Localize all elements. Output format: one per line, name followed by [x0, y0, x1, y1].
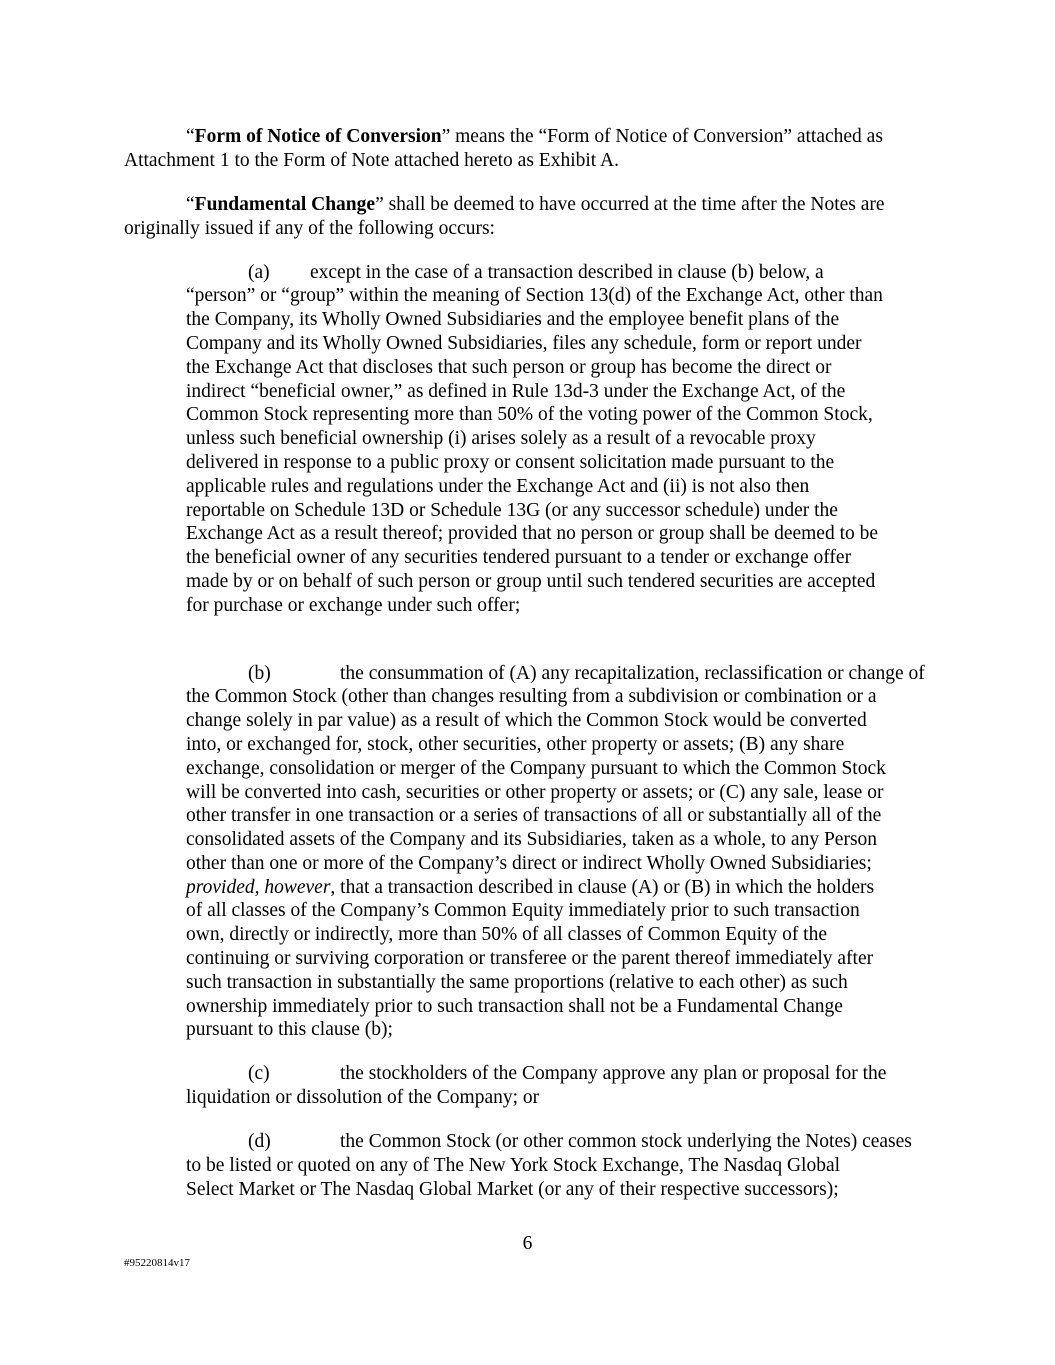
text-line	[186, 685, 944, 709]
text-segment: Common Stock representing more than 50% of the voting power of the Common Stock,	[186, 404, 873, 426]
text-segment: other than one or more of the Company’s direct or indirect Wholly Owned Subsidiaries;	[186, 852, 872, 874]
text-segment: exchange, consolidation or merger of the Company pursuant to which the Common Stock	[186, 757, 886, 779]
document-body	[124, 125, 944, 1202]
clause-paragraph	[124, 1130, 944, 1201]
clause-label: (d)	[248, 1131, 271, 1153]
text-line	[186, 284, 944, 308]
text-line	[186, 995, 944, 1019]
text-segment: the Company, its Wholly Owned Subsidiaries and the employee benefit plans of the	[186, 309, 840, 331]
text-segment: originally issued if any of the following occurs:	[124, 217, 495, 239]
text-segment: , that a transaction described in clause (A) or (B) in which the holders	[330, 876, 875, 898]
text-segment: of all classes of the Company’s Common Equity immediately prior to such transaction	[186, 900, 860, 922]
text-line	[186, 709, 944, 733]
text-line	[186, 522, 944, 546]
text-segment: Exchange Act as a result thereof; provided that no person or group shall be deemed to be	[186, 523, 879, 545]
text-segment: “	[186, 193, 195, 215]
text-segment: ownership immediately prior to such transaction shall not be a Fundamental Change	[186, 995, 843, 1017]
text-segment: other transfer in one transaction or a series of transactions of all or substantially all of the	[186, 805, 882, 827]
text-line	[186, 1154, 944, 1178]
text-line	[186, 662, 944, 686]
text-line	[186, 804, 944, 828]
text-segment: pursuant to this clause (b);	[186, 1019, 393, 1041]
text-line	[186, 546, 944, 570]
text-line	[186, 876, 944, 900]
text-segment: change solely in par value) as a result of which the Common Stock would be converted	[186, 710, 867, 732]
text-segment: the Common Stock (or other common stock underlying the Notes) ceases	[340, 1131, 912, 1153]
text-line	[124, 193, 944, 217]
text-segment: Company and its Wholly Owned Subsidiaries, files any schedule, form or report under	[186, 332, 862, 354]
clause-label: (a)	[248, 261, 270, 283]
text-segment: ” means the “Form of Notice of Conversion” attached as	[441, 126, 883, 147]
text-segment: reportable on Schedule 13D or Schedule 13G (or any successor schedule) under the	[186, 499, 838, 521]
text-line	[186, 733, 944, 757]
text-line	[186, 594, 944, 618]
text-line	[186, 308, 944, 332]
text-segment: Attachment 1 to the Form of Note attached hereto as Exhibit A.	[124, 149, 619, 171]
text-line	[186, 828, 944, 852]
text-segment: will be converted into cash, securities or other property or assets; or (C) any sale, lease or	[186, 781, 884, 803]
text-line	[186, 923, 944, 947]
text-segment: continuing or surviving corporation or transferee or the parent thereof immediately after	[186, 948, 874, 970]
text-segment: the stockholders of the Company approve any plan or proposal for the	[340, 1063, 887, 1085]
text-line	[186, 570, 944, 594]
text-line	[186, 332, 944, 356]
text-line	[186, 451, 944, 475]
text-segment: applicable rules and regulations under the Exchange Act and (ii) is not also then	[186, 475, 810, 497]
text-segment: liquidation or dissolution of the Company; or	[186, 1087, 540, 1109]
text-segment: “person” or “group” within the meaning of Section 13(d) of the Exchange Act, other than	[186, 285, 883, 307]
page-number: 6	[522, 1233, 533, 1254]
text-line	[186, 947, 944, 971]
clause-paragraph	[124, 261, 944, 618]
text-segment: the Exchange Act that discloses that such person or group has become the direct or	[186, 356, 832, 378]
text-line	[186, 356, 944, 380]
text-line	[186, 427, 944, 451]
text-segment: such transaction in substantially the same proportions (relative to each other) as such	[186, 971, 848, 993]
text-segment: unless such beneficial ownership (i) arises solely as a result of a revocable proxy	[186, 428, 816, 450]
text-line	[186, 1130, 944, 1154]
text-segment: ” shall be deemed to have occurred at the time after the Notes are	[375, 193, 885, 215]
text-line	[124, 217, 944, 241]
text-line	[186, 261, 944, 285]
text-line	[186, 1062, 944, 1086]
clause-label: (b)	[248, 662, 271, 684]
text-segment: the Common Stock (other than changes resulting from a subdivision or combination or a	[186, 686, 877, 708]
text-line	[186, 1178, 944, 1202]
document-id: #95220814v17	[124, 1257, 190, 1269]
defined-term: Fundamental Change	[194, 193, 376, 215]
text-segment: Select Market or The Nasdaq Global Market (or any of their respective successors);	[186, 1178, 839, 1200]
text-line	[186, 899, 944, 923]
italic-text: provided, however	[186, 876, 331, 898]
text-line	[124, 125, 944, 149]
clause-label: (c)	[248, 1063, 270, 1085]
clause-paragraph	[124, 662, 944, 1043]
text-line	[186, 380, 944, 404]
text-segment: to be listed or quoted on any of The New York Stock Exchange, The Nasdaq Global	[186, 1155, 841, 1177]
text-line	[186, 1018, 944, 1042]
text-line	[186, 757, 944, 781]
text-line	[186, 475, 944, 499]
defined-term: Form of Notice of Conversion	[194, 126, 442, 147]
text-line	[186, 403, 944, 427]
text-segment: “	[186, 126, 195, 147]
text-segment: indirect “beneficial owner,” as defined in Rule 13d-3 under the Exchange Act, of the	[186, 380, 846, 402]
text-line	[186, 971, 944, 995]
text-segment: the consummation of (A) any recapitalization, reclassification or change of	[340, 662, 925, 684]
definition-paragraph	[124, 125, 944, 173]
text-segment: the beneficial owner of any securities tendered pursuant to a tender or exchange offer	[186, 547, 852, 569]
definition-paragraph	[124, 193, 944, 241]
text-segment: consolidated assets of the Company and its Subsidiaries, taken as a whole, to any Person	[186, 829, 878, 851]
text-line	[186, 781, 944, 805]
text-segment: into, or exchanged for, stock, other securities, other property or assets; (B) any share	[186, 733, 845, 755]
text-line	[186, 852, 944, 876]
text-segment: except in the case of a transaction described in clause (b) below, a	[310, 261, 824, 283]
text-line	[124, 149, 944, 173]
text-line	[186, 1086, 944, 1110]
text-segment: made by or on behalf of such person or group until such tendered securities are accepted	[186, 570, 876, 592]
text-line	[186, 499, 944, 523]
text-segment: for purchase or exchange under such offer;	[186, 594, 521, 616]
text-segment: delivered in response to a public proxy or consent solicitation made pursuant to the	[186, 451, 835, 473]
clause-paragraph	[124, 1062, 944, 1110]
text-segment: own, directly or indirectly, more than 50% of all classes of Common Equity of the	[186, 924, 828, 946]
